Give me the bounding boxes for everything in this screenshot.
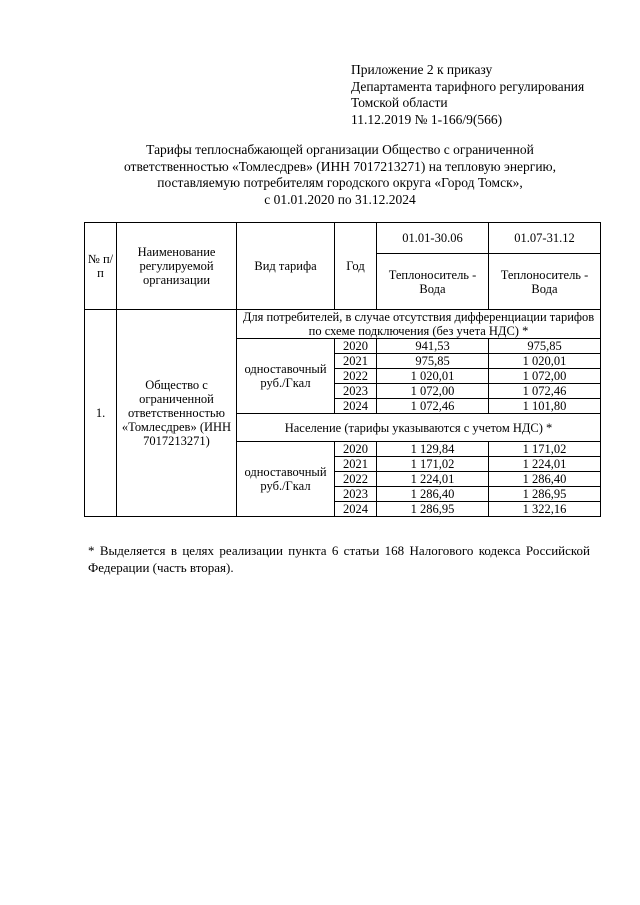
organization-name: Общество с ограниченной ответственностью «Томлесдрев» (ИНН 7017213271)	[117, 310, 237, 517]
title-line: с 01.01.2020 по 31.12.2024	[264, 191, 416, 207]
approval-line: Департамента тарифного регулирования	[351, 78, 585, 94]
year-cell: 2020	[335, 442, 377, 457]
tariff-type-cell: одноставочный руб./Гкал	[237, 339, 335, 414]
header-organization: Наименование регулируемой организации	[117, 223, 237, 310]
header-carrier-2: Теплоноситель - Вода	[489, 254, 601, 310]
document-title	[60, 142, 620, 208]
year-cell: 2022	[335, 472, 377, 487]
tariff-value: 1 322,16	[489, 502, 601, 517]
year-cell: 2024	[335, 399, 377, 414]
tariff-value: 1 072,46	[489, 384, 601, 399]
tariff-table	[84, 222, 601, 517]
tariff-value: 1 072,00	[377, 384, 489, 399]
tariff-value: 1 224,01	[377, 472, 489, 487]
year-cell: 2020	[335, 339, 377, 354]
year-cell: 2022	[335, 369, 377, 384]
tariff-value: 1 286,40	[489, 472, 601, 487]
tariff-value: 1 286,95	[377, 502, 489, 517]
tariff-value: 1 072,00	[489, 369, 601, 384]
title-line: ответственностью «Томлесдрев» (ИНН 7017213271) на тепловую энергию,	[123, 158, 557, 174]
year-cell: 2024	[335, 502, 377, 517]
tariff-value: 975,85	[377, 354, 489, 369]
tariff-value: 1 286,95	[489, 487, 601, 502]
tariff-value: 1 224,01	[489, 457, 601, 472]
tariff-value: 1 286,40	[377, 487, 489, 502]
tariff-type-cell: одноставочный руб./Гкал	[237, 442, 335, 517]
year-cell: 2023	[335, 384, 377, 399]
approval-line: Приложение 2 к приказу	[351, 62, 493, 77]
tariff-value: 1 171,02	[377, 457, 489, 472]
title-line: Тарифы теплоснабжающей организации Общество с ограниченной	[146, 142, 534, 157]
year-cell: 2021	[335, 354, 377, 369]
tariff-value: 975,85	[489, 339, 601, 354]
year-cell: 2023	[335, 487, 377, 502]
section-label: Население (тарифы указываются с учетом НДС) *	[237, 414, 601, 442]
tariff-value: 1 020,01	[377, 369, 489, 384]
approval-block	[351, 62, 584, 128]
tariff-value: 941,53	[377, 339, 489, 354]
footnote: * Выделяется в целях реализации пункта 6 статьи 168 Налогового кодекса Российской Федерации (часть вторая).	[88, 543, 590, 575]
row-number: 1.	[85, 310, 117, 517]
title-line: поставляемую потребителям городского округа «Город Томск»,	[157, 175, 523, 190]
header-tariff-type: Вид тарифа	[237, 223, 335, 310]
tariff-value: 1 072,46	[377, 399, 489, 414]
year-cell: 2021	[335, 457, 377, 472]
header-year: Год	[335, 223, 377, 310]
approval-date-number: 11.12.2019 № 1-166/9(566)	[351, 111, 503, 127]
tariff-value: 1 101,80	[489, 399, 601, 414]
tariff-value: 1 129,84	[377, 442, 489, 457]
tariff-value: 1 020,01	[489, 354, 601, 369]
tariff-value: 1 171,02	[489, 442, 601, 457]
header-carrier-1: Теплоноситель - Вода	[377, 254, 489, 310]
header-number: № п/п	[85, 223, 117, 310]
header-period-1: 01.01-30.06	[377, 223, 489, 254]
approval-line: Томской области	[351, 95, 448, 110]
section-label: Для потребителей, в случае отсутствия дифференциации тарифов по схеме подключения (без учета НДС) *	[237, 310, 601, 339]
header-period-2: 01.07-31.12	[489, 223, 601, 254]
